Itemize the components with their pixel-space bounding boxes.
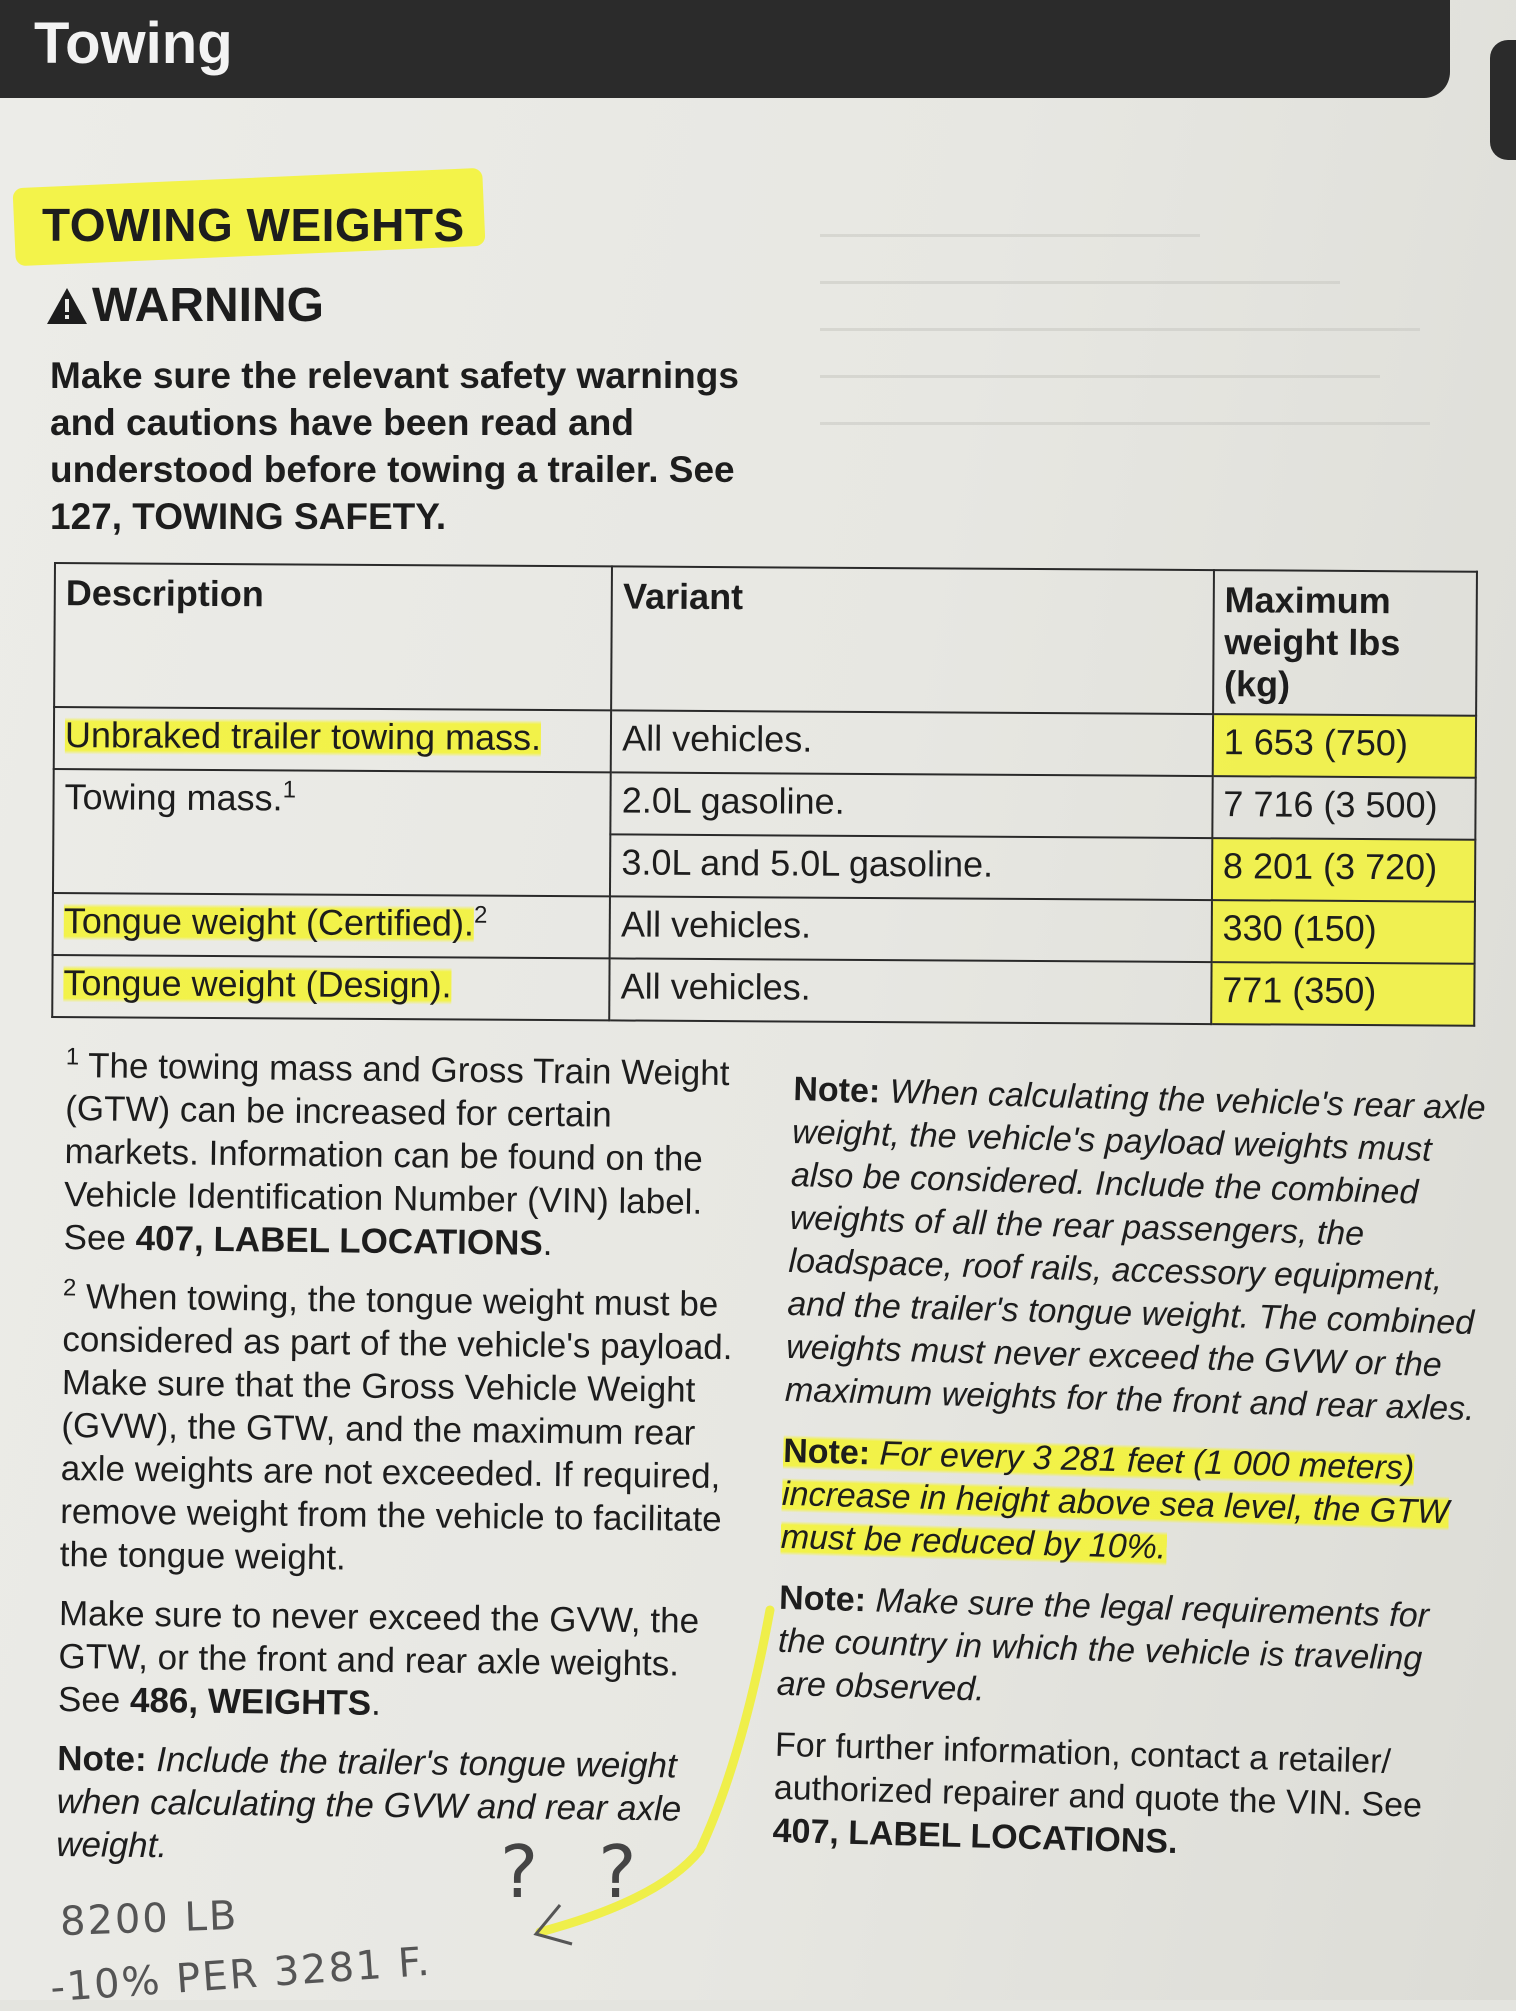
note-1-label: Note: [792, 1069, 881, 1111]
row-description-text: Tongue weight (Design). [63, 962, 452, 1006]
warning-triangle-icon [46, 286, 88, 326]
weights-paragraph: Make sure to never exceed the GVW, the GTW, or the front and rear axle weights. See 486, WEIGHTS. [57, 1593, 700, 1723]
weights-paragraph-text: Make sure to never exceed the GVW, the GTW, or the front and rear axle weights. See [57, 1593, 700, 1720]
row-weight: 1 653 (750) [1213, 714, 1477, 778]
row-variant: All vehicles. [609, 958, 1211, 1024]
row-variant: All vehicles. [610, 896, 1212, 962]
footnote-2-text: When towing, the tongue weight must be considered as part of the vehicle's payload. Make sure that the Gross Vehicle Weight (GVW), the GTW, and the maximum rear axle weights are not exceeded. If required, remove weight from the vehicle to facilitate the tongue weight. [59, 1277, 733, 1578]
warning-heading [46, 278, 324, 333]
handwritten-note-line-2: -10% PER 3281 F. [48, 1938, 433, 2011]
row-description [54, 707, 612, 772]
table-row [52, 955, 1474, 1026]
col-header-max-weight: Maximum weight lbs (kg) [1213, 570, 1477, 716]
footnote-1-text: The towing mass and Gross Train Weight (GTW) can be increased for certain markets. Information can be found on the Vehicle Identification Number (VIN) label. See [63, 1046, 730, 1258]
footnote-1-ref: 407, LABEL LOCATIONS [135, 1218, 543, 1263]
row-description [52, 955, 610, 1020]
note-2-text: For every 3 281 feet (1 000 meters) increase in height above sea level, the GTW must be reduced by 10%. [780, 1434, 1450, 1567]
warning-body-text: Make sure the relevant safety warnings and cautions have been read and understood before towing a trailer. See [50, 355, 739, 490]
table-row [54, 707, 1476, 778]
edge-tab [1490, 40, 1516, 160]
header-bar [0, 0, 1450, 98]
footnote-2 [60, 1275, 744, 1584]
footnotes-column [56, 1044, 746, 1890]
table-header-row [54, 563, 1477, 716]
col-header-description: Description [54, 563, 612, 710]
note-1 [784, 1068, 1493, 1431]
row-description [53, 769, 611, 896]
note-3-label: Note: [778, 1578, 867, 1620]
footnote-ref-2: 2 [473, 901, 488, 929]
warning-text [50, 352, 750, 540]
row-weight: 771 (350) [1211, 962, 1475, 1026]
note-3-text: Make sure the legal requirements for the country in which the vehicle is traveling are observed. [776, 1581, 1430, 1709]
row-description-text: Unbraked trailer towing mass. [64, 714, 542, 758]
warning-label: WARNING [92, 279, 324, 332]
row-description [53, 893, 611, 958]
footnote-2-number: 2 [62, 1274, 77, 1302]
row-weight: 8 201 (3 720) [1212, 838, 1476, 902]
further-info-text: For further information, contact a retailer/ authorized repairer and quote the VIN. See [773, 1725, 1423, 1825]
left-note-label: Note: [57, 1738, 147, 1780]
note-2-label: Note: [782, 1431, 871, 1473]
footnote-1-number: 1 [65, 1043, 80, 1071]
weights-paragraph-ref: 486, WEIGHTS [129, 1680, 372, 1723]
row-description-text: Towing mass. [64, 776, 283, 819]
left-note-text: Include the trailer's tongue weight when calculating the GVW and rear axle weight. [55, 1740, 682, 1866]
row-variant: All vehicles. [611, 710, 1213, 776]
table-row [53, 893, 1475, 964]
row-variant: 2.0L gasoline. [611, 772, 1213, 838]
footnote-ref-1: 1 [282, 776, 297, 804]
row-weight: 330 (150) [1211, 900, 1475, 964]
note-2-highlight [780, 1432, 1449, 1567]
note-3 [776, 1577, 1479, 1725]
further-info-ref: 407, LABEL LOCATIONS. [772, 1811, 1178, 1862]
col-header-variant: Variant [611, 566, 1213, 714]
header-title: Towing [34, 11, 233, 76]
handwritten-question-marks: ?? [500, 1830, 697, 1914]
table-row [53, 769, 1475, 840]
row-weight: 7 716 (3 500) [1212, 776, 1476, 840]
row-description-text: Tongue weight (Certified). [63, 900, 475, 944]
handwritten-note-line-1: 8200 LB [59, 1892, 239, 1946]
note-2 [780, 1430, 1483, 1578]
footnote-1: $^1$ The towing mass and Gross Train Weight (GTW) can be increased for certain markets. Information can be found on the Vehicle Identification Number (VIN) label. See 407, LABEL LOCATIONS. [63, 1043, 730, 1263]
towing-weights-table [51, 562, 1478, 1027]
row-variant: 3.0L and 5.0L gasoline. [610, 834, 1212, 900]
note-1-text: When calculating the vehicle's rear axle weight, the vehicle's payload weights must also be considered. Include the combined weights of all the rear passengers, the loadspace, roof rails, accessory equipment, and the trailer's tongue weight. The combined weights must never exceed the GVW or the maximum weights for the front and rear axles. [784, 1072, 1487, 1429]
notes-column [772, 1068, 1494, 1890]
section-title: TOWING WEIGHTS [42, 199, 465, 251]
warning-ref: 127, TOWING SAFETY. [50, 496, 447, 537]
bleed-through-texture [820, 190, 1480, 425]
further-info [772, 1724, 1475, 1872]
